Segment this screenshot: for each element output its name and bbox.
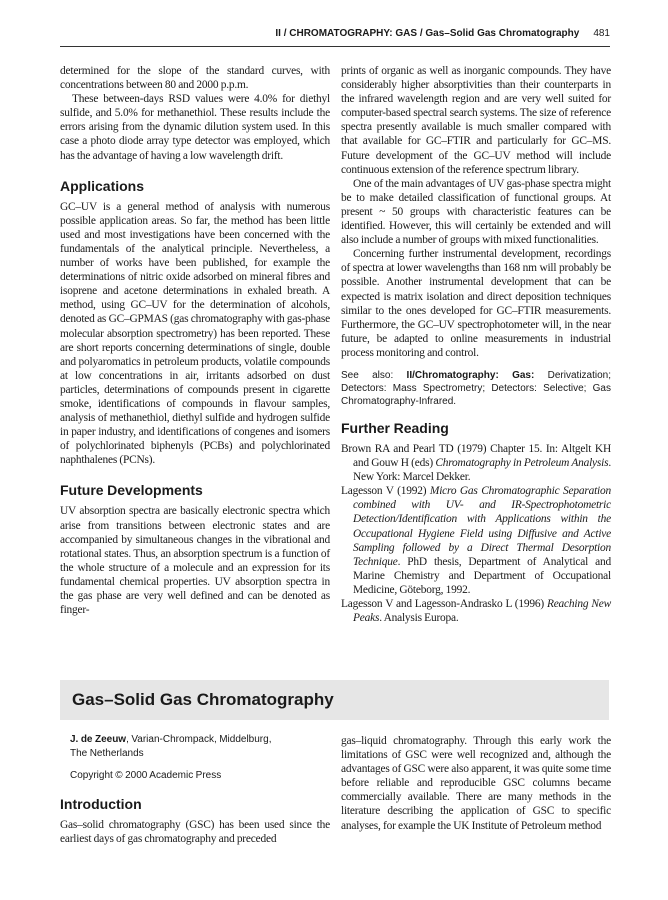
paragraph: One of the main advantages of UV gas-phase spectra might be to make detailed classification of functional groups. At present ~ 50 groups with characteristic features can be identified. However, this will certainly be extended and will also include a number of groups with mixed functionalities.: [341, 177, 611, 247]
reference-item: Lagesson V and Lagesson-Andrasko L (1996) Reaching New Peaks. Analysis Europa.: [341, 598, 611, 625]
copyright: Copyright © 2000 Academic Press: [70, 770, 222, 781]
article-title-band: [60, 680, 609, 720]
paragraph: gas–liquid chromatography. Through this early work the limitations of GSC were well recognized and, although the advantages of GSC were also apparent, it was quite some time before reliable and reproducible GSC columns became commercially available. There are many methods in the literature describing the application of GSC to specific analyses, for example the UK Institute of Petroleum method: [341, 735, 611, 832]
paragraph: These between-days RSD values were 4.0% for diethyl sulfide, and 5.0% for methanethiol. These results include the errors arising from the dynamic dilution system used. In this case a photo diode array type detector was employed, which has the advantage of having a low wavelength drift.: [60, 93, 330, 162]
section-heading-further-reading: Further Reading: [341, 419, 449, 436]
article-left-column: [60, 733, 330, 846]
left-column: [60, 64, 330, 617]
see-also: [341, 369, 611, 408]
paragraph: determined for the slope of the standard curves, with concentrations between 80 and 2000 p.p.m.: [60, 65, 330, 92]
page-number: 481: [593, 28, 610, 39]
paragraph: prints of organic as well as inorganic compounds. They have considerably higher absorptivities than their counterparts in the infrared wavelength region and are very well suited for computer-based spectral search systems. The size of reference spectra presently available is much smaller compared with that available for GC–FTIR and particularly for GC–MS. Future development of the GC–UV method will include continuous extension of the reference spectrum library.: [341, 65, 611, 176]
paragraph: UV absorption spectra are basically electronic spectra which arise from transitions between electronic states and are accompanied by simultaneous changes in the vibrational and rotational states. Thus, an absorption spectrum is a function of the whole structure of a molecule and an expression for its fundamental chemical properties. UV absorption spectra in the gas phase are very well defined and can be denoted as finger-: [60, 505, 330, 617]
running-title: II / CHROMATOGRAPHY: GAS / Gas–Solid Gas Chromatography: [275, 28, 580, 39]
reference-item: Lagesson V (1992) Micro Gas Chromatographic Separation combined with UV- and IR-Spectrophotometric Detection/Identification with Applications within the Occupational Hygiene Field using Diffusive and Active Sampling followed by a Direct Thermal Desorption Technique. PhD thesis, Department of Analytical and Marine Chemistry and Department of Occupational Medicine, Göteborg, 1992.: [341, 485, 612, 596]
section-heading-applications: Applications: [60, 177, 145, 194]
paragraph: GC–UV is a general method of analysis with numerous possible application areas. So far, the method has been little used and most investigations have been concerned with the fundamentals of the analytical principle. Nevertheless, a number of works have been published, for example the determinations of nitric oxide adsorbed on mineral fibres and isoprene and acetone determinations in exhaled breath. A method, using GC–UV for the determination of alcohols, denoted as GC–GPMAS (gas chromatography with gas-phase molecular absorption spectrometry) has been reported. These are short reports concerning determinations of single, double and polyaromatics in petroleum products, volatile compounds at low concentrations in air, irritants adsorbed on dust particles, determinations of compounds present in cigarette smoke, identifications of compounds in flavour samples, analysis of methanethiol, diethyl sulfide and hydrogen sulfide in paper industry, and identifications of congenes and isomers of polychlorinated biphenyls (PCBs) and polychlorinated naphthalenes (PCNs).: [60, 200, 330, 467]
right-column: [341, 64, 611, 625]
section-heading-future: Future Developments: [60, 482, 203, 499]
author-line: [60, 733, 290, 761]
author-affiliation: , Varian-Chrompack, Middelburg, The Netherlands: [70, 734, 272, 759]
article-right-column: [341, 734, 611, 833]
author-name: J. de Zeeuw: [70, 734, 127, 745]
running-header: [60, 28, 610, 47]
see-also-links[interactable]: Derivatization; Detectors: Mass Spectrometry; Detectors: Selective; Gas Chromatography-Infrared.: [341, 369, 612, 407]
see-also-link[interactable]: II/Chromatography: Gas:: [406, 369, 535, 381]
section-heading-introduction: Introduction: [60, 796, 142, 812]
reference-item: Brown RA and Pearl TD (1979) Chapter 15. In: Altgelt KH and Gouw H (eds) Chromatography in Petroleum Analysis. New York: Marcel Dekker.: [341, 442, 611, 484]
article-title: Gas–Solid Gas Chromatography: [72, 690, 334, 709]
paragraph: Gas–solid chromatography (GSC) has been used since the earliest days of gas chromatography and preceded: [60, 819, 330, 846]
paragraph: Concerning further instrumental development, recordings of spectra at lower wavelengths than 168 nm will probably be possible. Another instrumental development that can be expected is matrix isolation and direct deposition techniques similar to the ones developed for GC–FTIR measurements. Furthermore, the GC–UV spectrophotometer will, in the near future, be adapted to online measurements in industrial process monitoring and control.: [341, 248, 611, 359]
see-also-label: See also:: [341, 369, 407, 381]
